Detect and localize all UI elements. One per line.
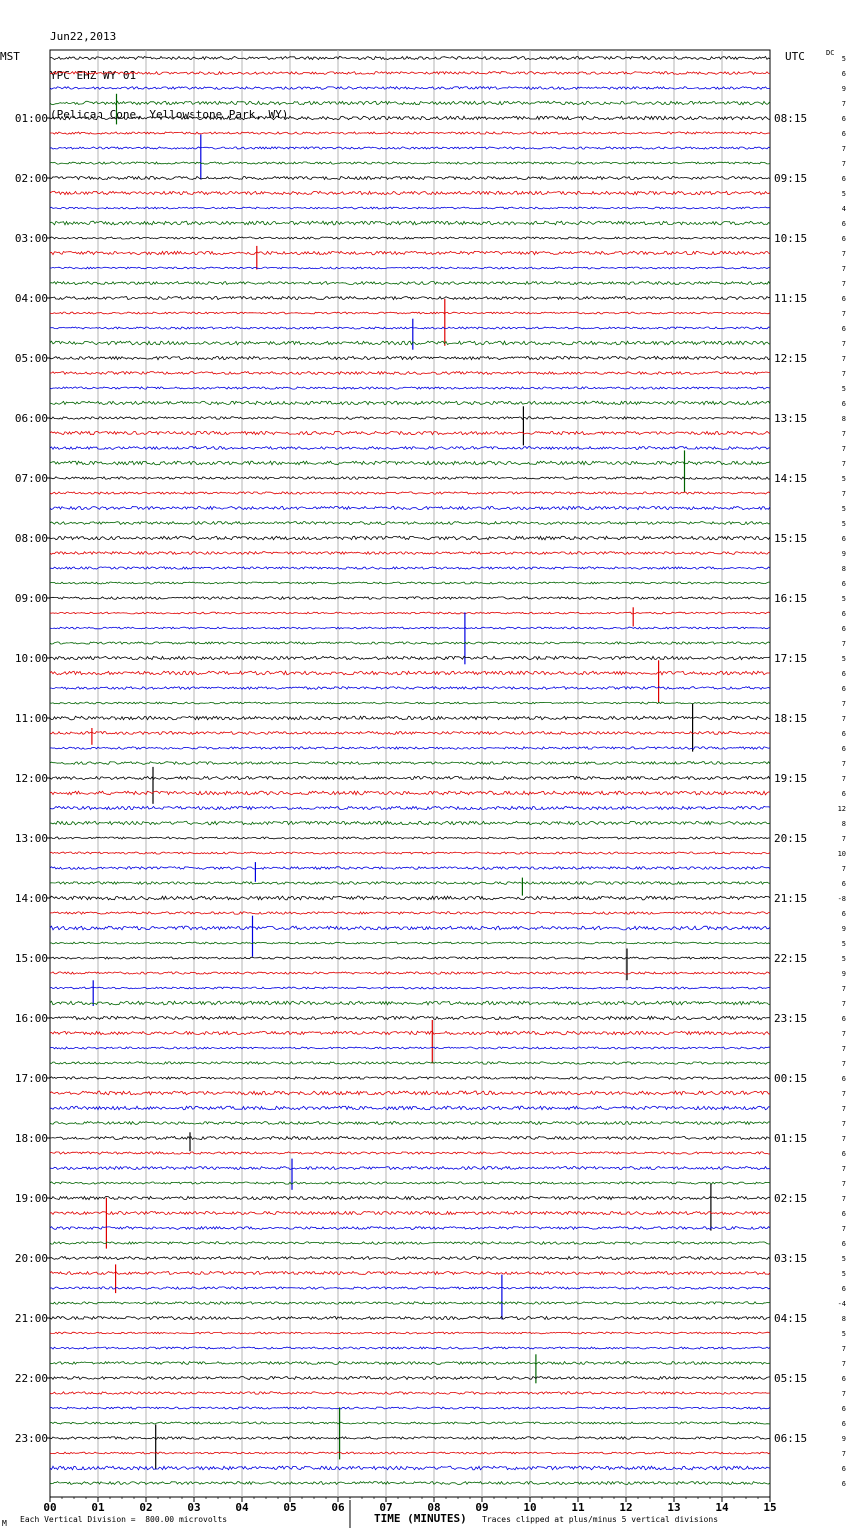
x-tick-label: 05 [283, 1501, 297, 1514]
dc-offset-label: 7 [841, 715, 846, 723]
dc-offset-label: 5 [841, 1270, 846, 1278]
dc-offset-label: 7 [841, 250, 846, 258]
dc-offset-label: 6 [841, 220, 846, 228]
scale-note: Each Vertical Division = 800.00 microvolts [20, 1515, 228, 1524]
dc-offset-label: 7 [841, 1360, 846, 1368]
left-hour-label: 05:00 [14, 352, 48, 365]
station-location: (Pelican Cone, Yellowstone Park, WY) [50, 108, 289, 121]
left-hour-label: 13:00 [14, 832, 48, 845]
seismic-trace [50, 987, 770, 989]
dc-offset-label: 6 [841, 1405, 846, 1413]
seismic-trace [50, 1377, 770, 1380]
seismic-trace [50, 401, 770, 405]
seismic-trace [50, 957, 770, 959]
seismic-trace [50, 642, 770, 644]
dc-offset-label: 9 [841, 925, 846, 933]
seismic-trace [50, 882, 770, 885]
seismic-trace [50, 1392, 770, 1394]
right-hour-label: 02:15 [774, 1192, 808, 1205]
seismic-trace [50, 327, 770, 329]
seismic-trace [50, 552, 770, 555]
seismic-trace [50, 1122, 770, 1125]
dc-offset-label: 5 [841, 1255, 846, 1263]
seismic-trace [50, 1466, 770, 1470]
x-tick-label: 09 [475, 1501, 489, 1514]
seismic-trace [50, 162, 770, 164]
dc-offset-label: 7 [841, 700, 846, 708]
seismic-trace [50, 972, 770, 974]
dc-offset-label: 5 [841, 520, 846, 528]
seismic-trace [50, 492, 770, 494]
right-hour-label: 05:15 [774, 1372, 808, 1385]
left-hour-label: 19:00 [14, 1192, 48, 1205]
right-hour-label: 21:15 [774, 892, 808, 905]
dc-offset-label: 10 [837, 850, 846, 858]
right-hour-label: 11:15 [774, 292, 808, 305]
x-tick-label: 10 [523, 1501, 537, 1514]
dc-offset-label: 7 [841, 1030, 846, 1038]
left-hour-label: 20:00 [14, 1252, 48, 1265]
dc-offset-label: 7 [841, 370, 846, 378]
right-hour-label: 08:15 [774, 112, 808, 125]
plot-frame [50, 50, 770, 1497]
left-hour-label: 18:00 [14, 1132, 48, 1145]
x-tick-label: 15 [763, 1501, 777, 1514]
left-hour-label: 15:00 [14, 952, 48, 965]
seismic-trace [50, 1257, 770, 1260]
dc-offset-label: 5 [841, 190, 846, 198]
left-hour-label: 22:00 [14, 1372, 48, 1385]
left-hour-label: 14:00 [14, 892, 48, 905]
seismic-trace [50, 1437, 770, 1439]
seismic-trace [50, 1031, 770, 1034]
seismic-trace [50, 1152, 770, 1154]
dc-offset-label: 9 [841, 1435, 846, 1443]
dc-offset-label: 7 [841, 1390, 846, 1398]
seismic-trace [50, 72, 770, 75]
seismic-trace [50, 791, 770, 795]
seismic-trace [50, 477, 770, 479]
right-hour-label: 15:15 [774, 532, 808, 545]
left-hour-label: 07:00 [14, 472, 48, 485]
right-hour-label: 19:15 [774, 772, 808, 785]
seismic-trace [50, 267, 770, 269]
dc-offset-label: 6 [841, 1075, 846, 1083]
seismic-trace [50, 1482, 770, 1485]
x-tick-label: 04 [235, 1501, 249, 1514]
dc-offset-label: 8 [841, 565, 846, 573]
right-hour-label: 03:15 [774, 1252, 808, 1265]
left-hour-label: 03:00 [14, 232, 48, 245]
dc-offset-label: 6 [841, 70, 846, 78]
seismic-trace [50, 417, 770, 420]
dc-offset-label: 5 [841, 595, 846, 603]
seismic-trace [50, 567, 770, 569]
seismic-trace [50, 312, 770, 314]
dc-offset-label: 6 [841, 1480, 846, 1488]
right-hour-label: 00:15 [774, 1072, 808, 1085]
seismic-trace [50, 191, 770, 194]
record-date: Jun22,2013 [50, 30, 117, 43]
seismic-trace [50, 1001, 770, 1005]
seismic-trace [50, 147, 770, 149]
seismic-trace [50, 852, 770, 854]
left-hour-label: 02:00 [14, 172, 48, 185]
dc-offset-label: 7 [841, 310, 846, 318]
clip-note: Traces clipped at plus/minus 5 vertical divisions [482, 1515, 719, 1524]
seismic-trace [50, 356, 770, 359]
seismic-trace [50, 522, 770, 525]
seismic-trace [50, 506, 770, 509]
x-tick-label: 00 [43, 1501, 57, 1514]
dc-offset-label: 7 [841, 865, 846, 873]
seismic-trace [50, 912, 770, 914]
seismic-trace [50, 867, 770, 870]
seismic-trace [50, 1062, 770, 1064]
seismic-trace [50, 837, 770, 839]
dc-offset-label: 7 [841, 100, 846, 108]
seismic-trace [50, 1091, 770, 1095]
seismic-trace [50, 207, 770, 209]
seismic-trace [50, 1167, 770, 1170]
dc-offset-label: 6 [841, 1420, 846, 1428]
seismic-trace [50, 732, 770, 735]
dc-offset-label: 6 [841, 745, 846, 753]
right-hour-label: 10:15 [774, 232, 808, 245]
right-hour-label: 23:15 [774, 1012, 808, 1025]
seismic-trace [50, 341, 770, 345]
dc-offset-label: 6 [841, 1375, 846, 1383]
seismic-trace [50, 671, 770, 675]
dc-offset-label: 6 [841, 130, 846, 138]
seismic-trace [50, 221, 770, 225]
left-hour-label: 11:00 [14, 712, 48, 725]
left-hour-label: 10:00 [14, 652, 48, 665]
right-hour-label: 18:15 [774, 712, 808, 725]
seismic-trace [50, 1106, 770, 1110]
dc-offset-label: 6 [841, 625, 846, 633]
right-hour-label: 22:15 [774, 952, 808, 965]
x-tick-label: 13 [667, 1501, 681, 1514]
seismic-trace [50, 1407, 770, 1409]
dc-offset-label: 6 [841, 1150, 846, 1158]
seismic-trace [50, 1137, 770, 1140]
x-tick-label: 12 [619, 1501, 633, 1514]
seismic-trace [50, 942, 770, 944]
seismic-trace [50, 1362, 770, 1365]
dc-offset-label: 5 [841, 475, 846, 483]
dc-offset-label: 4 [841, 205, 846, 213]
dc-offset-label: 5 [841, 955, 846, 963]
dc-offset-label: 7 [841, 640, 846, 648]
dc-offset-label: 6 [841, 670, 846, 678]
dc-offset-label: 7 [841, 340, 846, 348]
dc-offset-label: 7 [841, 430, 846, 438]
seismic-trace [50, 806, 770, 809]
dc-offset-header: DC [826, 49, 835, 57]
dc-offset-label: 6 [841, 325, 846, 333]
seismic-trace [50, 237, 770, 239]
dc-offset-label: 7 [841, 760, 846, 768]
dc-offset-label: 7 [841, 1225, 846, 1233]
x-tick-label: 11 [571, 1501, 585, 1514]
left-hour-label: 06:00 [14, 412, 48, 425]
x-tick-label: 14 [715, 1501, 729, 1514]
dc-offset-label: 6 [841, 1240, 846, 1248]
seismic-trace [50, 282, 770, 285]
dc-offset-label: 6 [841, 685, 846, 693]
dc-offset-label: -4 [837, 1300, 846, 1308]
seismic-trace [50, 597, 770, 600]
right-hour-label: 01:15 [774, 1132, 808, 1145]
dc-offset-label: 5 [841, 385, 846, 393]
seismic-trace [50, 177, 770, 180]
seismic-trace [50, 627, 770, 629]
left-hour-label: 08:00 [14, 532, 48, 545]
seismic-trace [50, 1302, 770, 1304]
dc-offset-label: 7 [841, 1000, 846, 1008]
dc-offset-label: 7 [841, 1345, 846, 1353]
right-timezone-label: UTC [785, 50, 805, 63]
dc-offset-label: 7 [841, 1180, 846, 1188]
dc-offset-label: 7 [841, 265, 846, 273]
dc-offset-label: 6 [841, 880, 846, 888]
seismic-trace [50, 762, 770, 765]
dc-offset-label: 7 [841, 445, 846, 453]
seismic-trace [50, 821, 770, 825]
dc-offset-label: 6 [841, 115, 846, 123]
seismic-trace [50, 1317, 770, 1320]
dc-offset-label: 7 [841, 1105, 846, 1113]
dc-offset-label: 7 [841, 490, 846, 498]
seismic-trace [50, 251, 770, 254]
seismic-trace [50, 387, 770, 389]
seismic-trace [50, 536, 770, 540]
x-tick-label: 07 [379, 1501, 393, 1514]
seismic-trace [50, 1016, 770, 1019]
right-hour-label: 06:15 [774, 1432, 808, 1445]
dc-offset-label: -8 [837, 895, 846, 903]
dc-offset-label: 7 [841, 145, 846, 153]
dc-offset-label: 7 [841, 835, 846, 843]
dc-offset-label: 7 [841, 1045, 846, 1053]
seismic-trace [50, 1242, 770, 1244]
seismic-trace [50, 1332, 770, 1334]
seismic-trace [50, 1227, 770, 1230]
dc-offset-label: 7 [841, 1090, 846, 1098]
right-hour-label: 13:15 [774, 412, 808, 425]
left-hour-label: 21:00 [14, 1312, 48, 1325]
seismic-trace [50, 1211, 770, 1214]
dc-offset-label: 7 [841, 1165, 846, 1173]
dc-offset-label: 6 [841, 730, 846, 738]
seismic-trace [50, 116, 770, 119]
dc-offset-label: 6 [841, 535, 846, 543]
seismic-trace [50, 1077, 770, 1079]
dc-offset-label: 5 [841, 1330, 846, 1338]
dc-offset-label: 7 [841, 280, 846, 288]
left-hour-label: 23:00 [14, 1432, 48, 1445]
left-hour-label: 16:00 [14, 1012, 48, 1025]
dc-offset-label: 9 [841, 970, 846, 978]
left-hour-label: 17:00 [14, 1072, 48, 1085]
seismic-trace [50, 132, 770, 134]
seismic-trace [50, 297, 770, 300]
seismic-trace [50, 447, 770, 450]
seismic-trace [50, 1347, 770, 1349]
right-hour-label: 16:15 [774, 592, 808, 605]
seismic-trace [50, 656, 770, 659]
seismic-trace [50, 101, 770, 104]
dc-offset-label: 7 [841, 460, 846, 468]
seismic-trace [50, 896, 770, 900]
left-timezone-label: MST [0, 50, 20, 63]
seismic-trace [50, 687, 770, 690]
seismic-trace [50, 1047, 770, 1049]
dc-offset-label: 6 [841, 175, 846, 183]
left-hour-label: 01:00 [14, 112, 48, 125]
dc-offset-label: 7 [841, 160, 846, 168]
seismic-trace [50, 1287, 770, 1289]
right-hour-label: 04:15 [774, 1312, 808, 1325]
seismic-trace [50, 1196, 770, 1199]
dc-offset-label: 9 [841, 85, 846, 93]
dc-offset-label: 8 [841, 415, 846, 423]
seismic-trace [50, 1272, 770, 1275]
seismic-trace [50, 776, 770, 779]
seismic-trace [50, 1182, 770, 1184]
dc-offset-label: 7 [841, 1135, 846, 1143]
dc-offset-label: 8 [841, 820, 846, 828]
seismic-trace [50, 431, 770, 434]
dc-offset-label: 5 [841, 940, 846, 948]
dc-offset-label: 7 [841, 1120, 846, 1128]
right-hour-label: 12:15 [774, 352, 808, 365]
dc-offset-label: 6 [841, 1210, 846, 1218]
x-tick-label: 03 [187, 1501, 201, 1514]
right-hour-label: 20:15 [774, 832, 808, 845]
dc-offset-label: 7 [841, 1060, 846, 1068]
x-tick-label: 06 [331, 1501, 345, 1514]
seismic-trace [50, 372, 770, 375]
x-tick-label: 01 [91, 1501, 105, 1514]
seismic-trace [50, 747, 770, 749]
footer-mark: M [2, 1519, 7, 1528]
right-hour-label: 17:15 [774, 652, 808, 665]
seismic-trace [50, 716, 770, 720]
dc-offset-label: 6 [841, 400, 846, 408]
seismic-trace [50, 702, 770, 704]
seismic-trace [50, 461, 770, 465]
dc-offset-label: 6 [841, 910, 846, 918]
dc-offset-label: 5 [841, 505, 846, 513]
left-hour-label: 04:00 [14, 292, 48, 305]
dc-offset-label: 5 [841, 655, 846, 663]
dc-offset-label: 6 [841, 580, 846, 588]
dc-offset-label: 7 [841, 1195, 846, 1203]
dc-offset-label: 5 [841, 55, 846, 63]
seismic-trace [50, 612, 770, 614]
dc-offset-label: 12 [837, 805, 846, 813]
right-hour-label: 09:15 [774, 172, 808, 185]
seismic-trace [50, 582, 770, 584]
seismic-trace [50, 57, 770, 60]
dc-offset-label: 6 [841, 1285, 846, 1293]
dc-offset-label: 6 [841, 1465, 846, 1473]
x-tick-label: 02 [139, 1501, 153, 1514]
dc-offset-label: 7 [841, 1450, 846, 1458]
dc-offset-label: 6 [841, 295, 846, 303]
dc-offset-label: 6 [841, 1015, 846, 1023]
x-axis-title: TIME (MINUTES) [374, 1512, 467, 1525]
dc-offset-label: 6 [841, 790, 846, 798]
dc-offset-label: 6 [841, 235, 846, 243]
seismic-trace [50, 1452, 770, 1454]
seismic-trace [50, 87, 770, 90]
dc-offset-label: 8 [841, 1315, 846, 1323]
x-tick-label: 08 [427, 1501, 441, 1514]
dc-offset-label: 9 [841, 550, 846, 558]
dc-offset-label: 6 [841, 610, 846, 618]
right-hour-label: 14:15 [774, 472, 808, 485]
left-hour-label: 09:00 [14, 592, 48, 605]
seismic-trace [50, 926, 770, 930]
dc-offset-label: 7 [841, 985, 846, 993]
seismic-trace [50, 1422, 770, 1424]
left-hour-label: 12:00 [14, 772, 48, 785]
dc-offset-label: 7 [841, 775, 846, 783]
station-code: YPC EHZ WY 01 [50, 69, 137, 82]
dc-offset-label: 7 [841, 355, 846, 363]
